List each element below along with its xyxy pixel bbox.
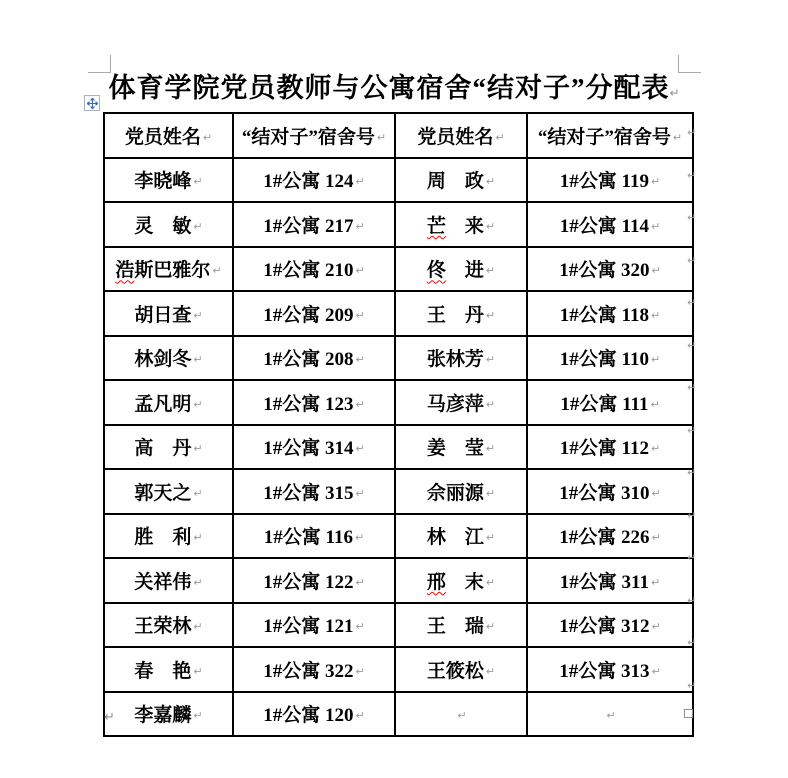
cell-text: 1#公寓 310 — [559, 482, 650, 504]
end-of-row-mark: ↵ — [687, 211, 697, 224]
end-of-row-mark: ↵ — [687, 508, 697, 522]
cell-text: 佟 进 — [426, 260, 484, 282]
end-of-cell-mark: ↵ — [606, 709, 616, 723]
table-cell[interactable] — [527, 336, 693, 381]
spellcheck-squiggle-text: 芒 — [426, 215, 446, 237]
end-of-cell-mark: ↵ — [193, 575, 203, 589]
table-cell[interactable] — [395, 692, 527, 737]
table-resize-handle[interactable] — [684, 709, 693, 718]
cell-text: 王 瑞 — [426, 616, 484, 638]
header-cell[interactable] — [395, 113, 527, 158]
end-of-cell-mark: ↵ — [485, 219, 496, 233]
end-of-cell-mark: ↵ — [651, 264, 661, 278]
table-cell[interactable] — [395, 425, 527, 470]
end-of-cell-mark: ↵ — [355, 353, 365, 367]
table-cell[interactable] — [395, 514, 527, 559]
header-cell[interactable] — [527, 113, 693, 158]
table-cell[interactable] — [527, 158, 693, 203]
table-cell[interactable] — [104, 291, 233, 336]
end-of-cell-mark: ↵ — [193, 442, 203, 456]
end-of-cell-mark: ↵ — [193, 308, 203, 322]
end-of-cell-mark: ↵ — [651, 486, 661, 500]
cell-text: 王筱松 — [426, 660, 484, 682]
end-of-cell-mark: ↵ — [193, 175, 203, 189]
cell-text: 姜 莹 — [426, 438, 484, 460]
end-of-row-mark: ↵ — [687, 381, 697, 394]
table-cell[interactable] — [527, 202, 693, 247]
end-of-cell-mark: ↵ — [193, 664, 203, 678]
end-of-cell-mark: ↵ — [193, 531, 203, 545]
table-cell[interactable] — [104, 692, 233, 737]
end-of-cell-mark: ↵ — [193, 353, 203, 367]
table-row — [104, 247, 693, 292]
end-of-cell-mark: ↵ — [485, 531, 496, 545]
end-of-cell-mark: ↵ — [355, 442, 365, 456]
cell-text: 1#公寓 313 — [559, 660, 650, 682]
cell-text: 胜 利 — [134, 527, 192, 549]
table-row — [104, 336, 693, 381]
table-cell[interactable] — [395, 291, 527, 336]
table-cell[interactable] — [233, 603, 395, 648]
cell-text: 1#公寓 320 — [559, 260, 650, 282]
end-of-cell-mark: ↵ — [457, 709, 467, 723]
table-row — [104, 514, 693, 559]
table-cell[interactable] — [527, 469, 693, 514]
cell-text: 胡日查 — [134, 304, 192, 326]
table-cell[interactable] — [104, 425, 233, 470]
table-cell[interactable] — [104, 336, 233, 381]
cell-text: 李嘉麟 — [134, 705, 192, 727]
spellcheck-squiggle-text: 佟 — [426, 260, 446, 282]
table-cell[interactable] — [395, 247, 527, 292]
cell-text: 王 丹 — [426, 304, 484, 326]
cell-text: 1#公寓 322 — [263, 660, 354, 682]
pairing-table — [103, 112, 697, 737]
end-of-row-mark: ↵ — [687, 466, 697, 479]
table-cell[interactable] — [395, 380, 527, 425]
end-of-cell-mark: ↵ — [485, 175, 496, 189]
table-cell[interactable] — [104, 380, 233, 425]
cell-text: 灵 敏 — [134, 215, 192, 237]
end-of-cell-mark: ↵ — [193, 709, 203, 723]
end-of-cell-mark: ↵ — [485, 664, 496, 678]
table-cell[interactable] — [527, 380, 693, 425]
end-of-row-mark: ↵ — [687, 678, 697, 692]
paragraph-mark: ↵ — [669, 86, 680, 100]
cell-text: 孟凡明 — [134, 393, 192, 415]
end-of-row-marks — [687, 112, 696, 707]
cell-text: 1#公寓 208 — [263, 349, 354, 371]
table-cell[interactable] — [104, 247, 233, 292]
table-cell[interactable] — [233, 425, 395, 470]
end-of-cell-mark: ↵ — [193, 397, 203, 411]
cell-text: 1#公寓 209 — [263, 304, 354, 326]
end-of-cell-mark: ↵ — [672, 130, 683, 144]
header-cell[interactable] — [104, 113, 233, 158]
table-cell[interactable] — [527, 291, 693, 336]
end-of-cell-mark: ↵ — [355, 264, 365, 278]
cell-text: 1#公寓 122 — [263, 571, 354, 593]
table-cell[interactable] — [527, 647, 693, 692]
table-row — [104, 158, 693, 203]
table-cell[interactable] — [233, 514, 395, 559]
table-cell[interactable] — [233, 558, 395, 603]
cell-text: 1#公寓 217 — [263, 215, 354, 237]
table-row — [104, 647, 693, 692]
table-cell[interactable] — [104, 514, 233, 559]
header-cell[interactable] — [233, 113, 395, 158]
table-cell[interactable] — [395, 558, 527, 603]
paragraph-mark-below-table: ↵ — [104, 710, 115, 725]
table-cell[interactable] — [233, 291, 395, 336]
table-row — [104, 380, 693, 425]
end-of-cell-mark: ↵ — [355, 575, 365, 589]
cell-text: 芒 来 — [426, 215, 484, 237]
cell-text: 1#公寓 119 — [559, 171, 649, 193]
end-of-row-mark: ↵ — [687, 423, 697, 437]
end-of-cell-mark: ↵ — [355, 397, 365, 411]
end-of-cell-mark: ↵ — [650, 219, 661, 233]
table-cell[interactable] — [395, 202, 527, 247]
end-of-cell-mark: ↵ — [355, 709, 365, 723]
cell-text: “结对子”宿舍号 — [537, 126, 671, 148]
table-cell[interactable] — [233, 380, 395, 425]
title-line — [0, 66, 788, 105]
end-of-cell-mark: ↵ — [485, 486, 496, 500]
cell-text: 1#公寓 311 — [559, 571, 649, 593]
cell-text: 郭天之 — [134, 482, 192, 504]
end-of-cell-mark: ↵ — [193, 620, 203, 634]
cell-text: 1#公寓 110 — [559, 349, 649, 371]
table-cell[interactable] — [233, 692, 395, 737]
cell-text: 浩斯巴雅尔 — [115, 260, 211, 282]
end-of-cell-mark: ↵ — [485, 397, 496, 411]
end-of-cell-mark: ↵ — [650, 442, 661, 456]
table-row — [104, 692, 693, 737]
table-header — [104, 113, 693, 158]
cell-text: 王荣林 — [134, 616, 192, 638]
table-cell[interactable] — [527, 514, 693, 559]
table-cell[interactable] — [233, 202, 395, 247]
cell-text: 1#公寓 226 — [559, 527, 650, 549]
cell-text: 邢 末 — [426, 571, 484, 593]
end-of-cell-mark: ↵ — [651, 620, 661, 634]
table-cell[interactable] — [104, 558, 233, 603]
table-cell[interactable] — [104, 469, 233, 514]
cell-text: 关祥伟 — [134, 571, 192, 593]
end-of-cell-mark: ↵ — [650, 308, 661, 322]
table-cell[interactable] — [104, 603, 233, 648]
end-of-cell-mark: ↵ — [485, 575, 496, 589]
table-cell[interactable] — [527, 692, 693, 737]
end-of-cell-mark: ↵ — [485, 620, 496, 634]
end-of-cell-mark: ↵ — [495, 130, 505, 144]
cell-text: 党员姓名 — [124, 126, 201, 148]
cell-text: 1#公寓 123 — [263, 393, 354, 415]
end-of-cell-mark: ↵ — [485, 308, 496, 322]
table-cell[interactable] — [395, 158, 527, 203]
document-title: 体育学院党员教师与公寓宿舍“结对子”分配表 — [108, 73, 670, 103]
end-of-cell-mark: ↵ — [485, 353, 496, 367]
end-of-cell-mark: ↵ — [354, 531, 365, 545]
end-of-row-mark: ↵ — [687, 296, 697, 309]
cell-text: 春 艳 — [134, 660, 192, 682]
table-move-handle[interactable] — [84, 95, 100, 111]
end-of-cell-mark: ↵ — [485, 264, 496, 278]
cell-text: 1#公寓 111 — [560, 393, 649, 415]
table-cell[interactable] — [395, 469, 527, 514]
cell-text: 周 政 — [426, 171, 484, 193]
end-of-row-mark: ↵ — [687, 126, 697, 139]
table-body — [104, 158, 693, 737]
table-cell[interactable] — [104, 158, 233, 203]
end-of-cell-mark: ↵ — [651, 531, 661, 545]
table-row — [104, 603, 693, 648]
spellcheck-squiggle-text: 邢 — [426, 571, 446, 593]
table-cell[interactable] — [104, 647, 233, 692]
table-cell[interactable] — [527, 247, 693, 292]
cell-text: 李晓峰 — [134, 171, 192, 193]
cell-text: 1#公寓 124 — [263, 171, 354, 193]
table-cell[interactable] — [527, 603, 693, 648]
cell-text: 1#公寓 315 — [263, 482, 354, 504]
cell-text: 马彦萍 — [426, 393, 484, 415]
end-of-cell-mark: ↵ — [202, 130, 213, 144]
cell-text: 1#公寓 118 — [559, 304, 649, 326]
table-cell[interactable] — [395, 647, 527, 692]
cell-text: 佘丽源 — [426, 482, 484, 504]
table-cell[interactable] — [233, 336, 395, 381]
table-row — [104, 558, 693, 603]
table-cell[interactable] — [233, 158, 395, 203]
cell-text: 1#公寓 210 — [263, 260, 354, 282]
end-of-row-mark: ↵ — [687, 338, 697, 352]
spellcheck-squiggle-text: 浩 — [115, 260, 135, 282]
cell-text: 1#公寓 314 — [263, 438, 354, 460]
end-of-row-mark: ↵ — [687, 551, 697, 564]
end-of-cell-mark: ↵ — [355, 620, 365, 634]
cell-text: 1#公寓 312 — [559, 616, 650, 638]
end-of-cell-mark: ↵ — [650, 175, 661, 189]
table-cell[interactable] — [104, 202, 233, 247]
end-of-cell-mark: ↵ — [651, 664, 661, 678]
cell-text: “结对子”宿舍号 — [241, 126, 375, 148]
cell-text: 1#公寓 121 — [263, 616, 354, 638]
cell-text: 1#公寓 116 — [263, 527, 353, 549]
cell-text: 1#公寓 112 — [559, 438, 649, 460]
table-cell[interactable] — [527, 558, 693, 603]
end-of-cell-mark: ↵ — [212, 264, 222, 278]
header-row — [104, 113, 693, 158]
end-of-cell-mark: ↵ — [193, 486, 203, 500]
end-of-row-mark: ↵ — [687, 168, 697, 182]
table-cell[interactable] — [395, 336, 527, 381]
end-of-cell-mark: ↵ — [485, 442, 496, 456]
cell-text: 林 江 — [426, 527, 484, 549]
move-arrows-icon — [87, 98, 98, 109]
cell-text: 高 丹 — [134, 438, 192, 460]
end-of-row-mark: ↵ — [687, 593, 697, 607]
end-of-row-mark: ↵ — [687, 636, 697, 649]
end-of-cell-mark: ↵ — [650, 353, 661, 367]
cell-text: 1#公寓 114 — [559, 215, 649, 237]
table-cell[interactable] — [395, 603, 527, 648]
end-of-cell-mark: ↵ — [650, 575, 661, 589]
end-of-cell-mark: ↵ — [650, 397, 660, 411]
table-cell[interactable] — [527, 425, 693, 470]
end-of-cell-mark: ↵ — [355, 175, 365, 189]
table-cell[interactable] — [233, 247, 395, 292]
end-of-cell-mark: ↵ — [355, 486, 365, 500]
table-cell[interactable] — [233, 469, 395, 514]
cell-text: 1#公寓 120 — [263, 705, 354, 727]
end-of-cell-mark: ↵ — [355, 219, 365, 233]
table-row — [104, 202, 693, 247]
cell-text: 党员姓名 — [417, 126, 494, 148]
end-of-cell-mark: ↵ — [193, 219, 203, 233]
cell-text: 林剑冬 — [134, 349, 192, 371]
end-of-cell-mark: ↵ — [355, 664, 365, 678]
table-row — [104, 425, 693, 470]
cell-text: 张林芳 — [426, 349, 484, 371]
table-cell[interactable] — [233, 647, 395, 692]
end-of-row-mark: ↵ — [687, 253, 697, 267]
end-of-cell-mark: ↵ — [355, 308, 365, 322]
end-of-cell-mark: ↵ — [376, 130, 387, 144]
table-row — [104, 469, 693, 514]
table-row — [104, 291, 693, 336]
